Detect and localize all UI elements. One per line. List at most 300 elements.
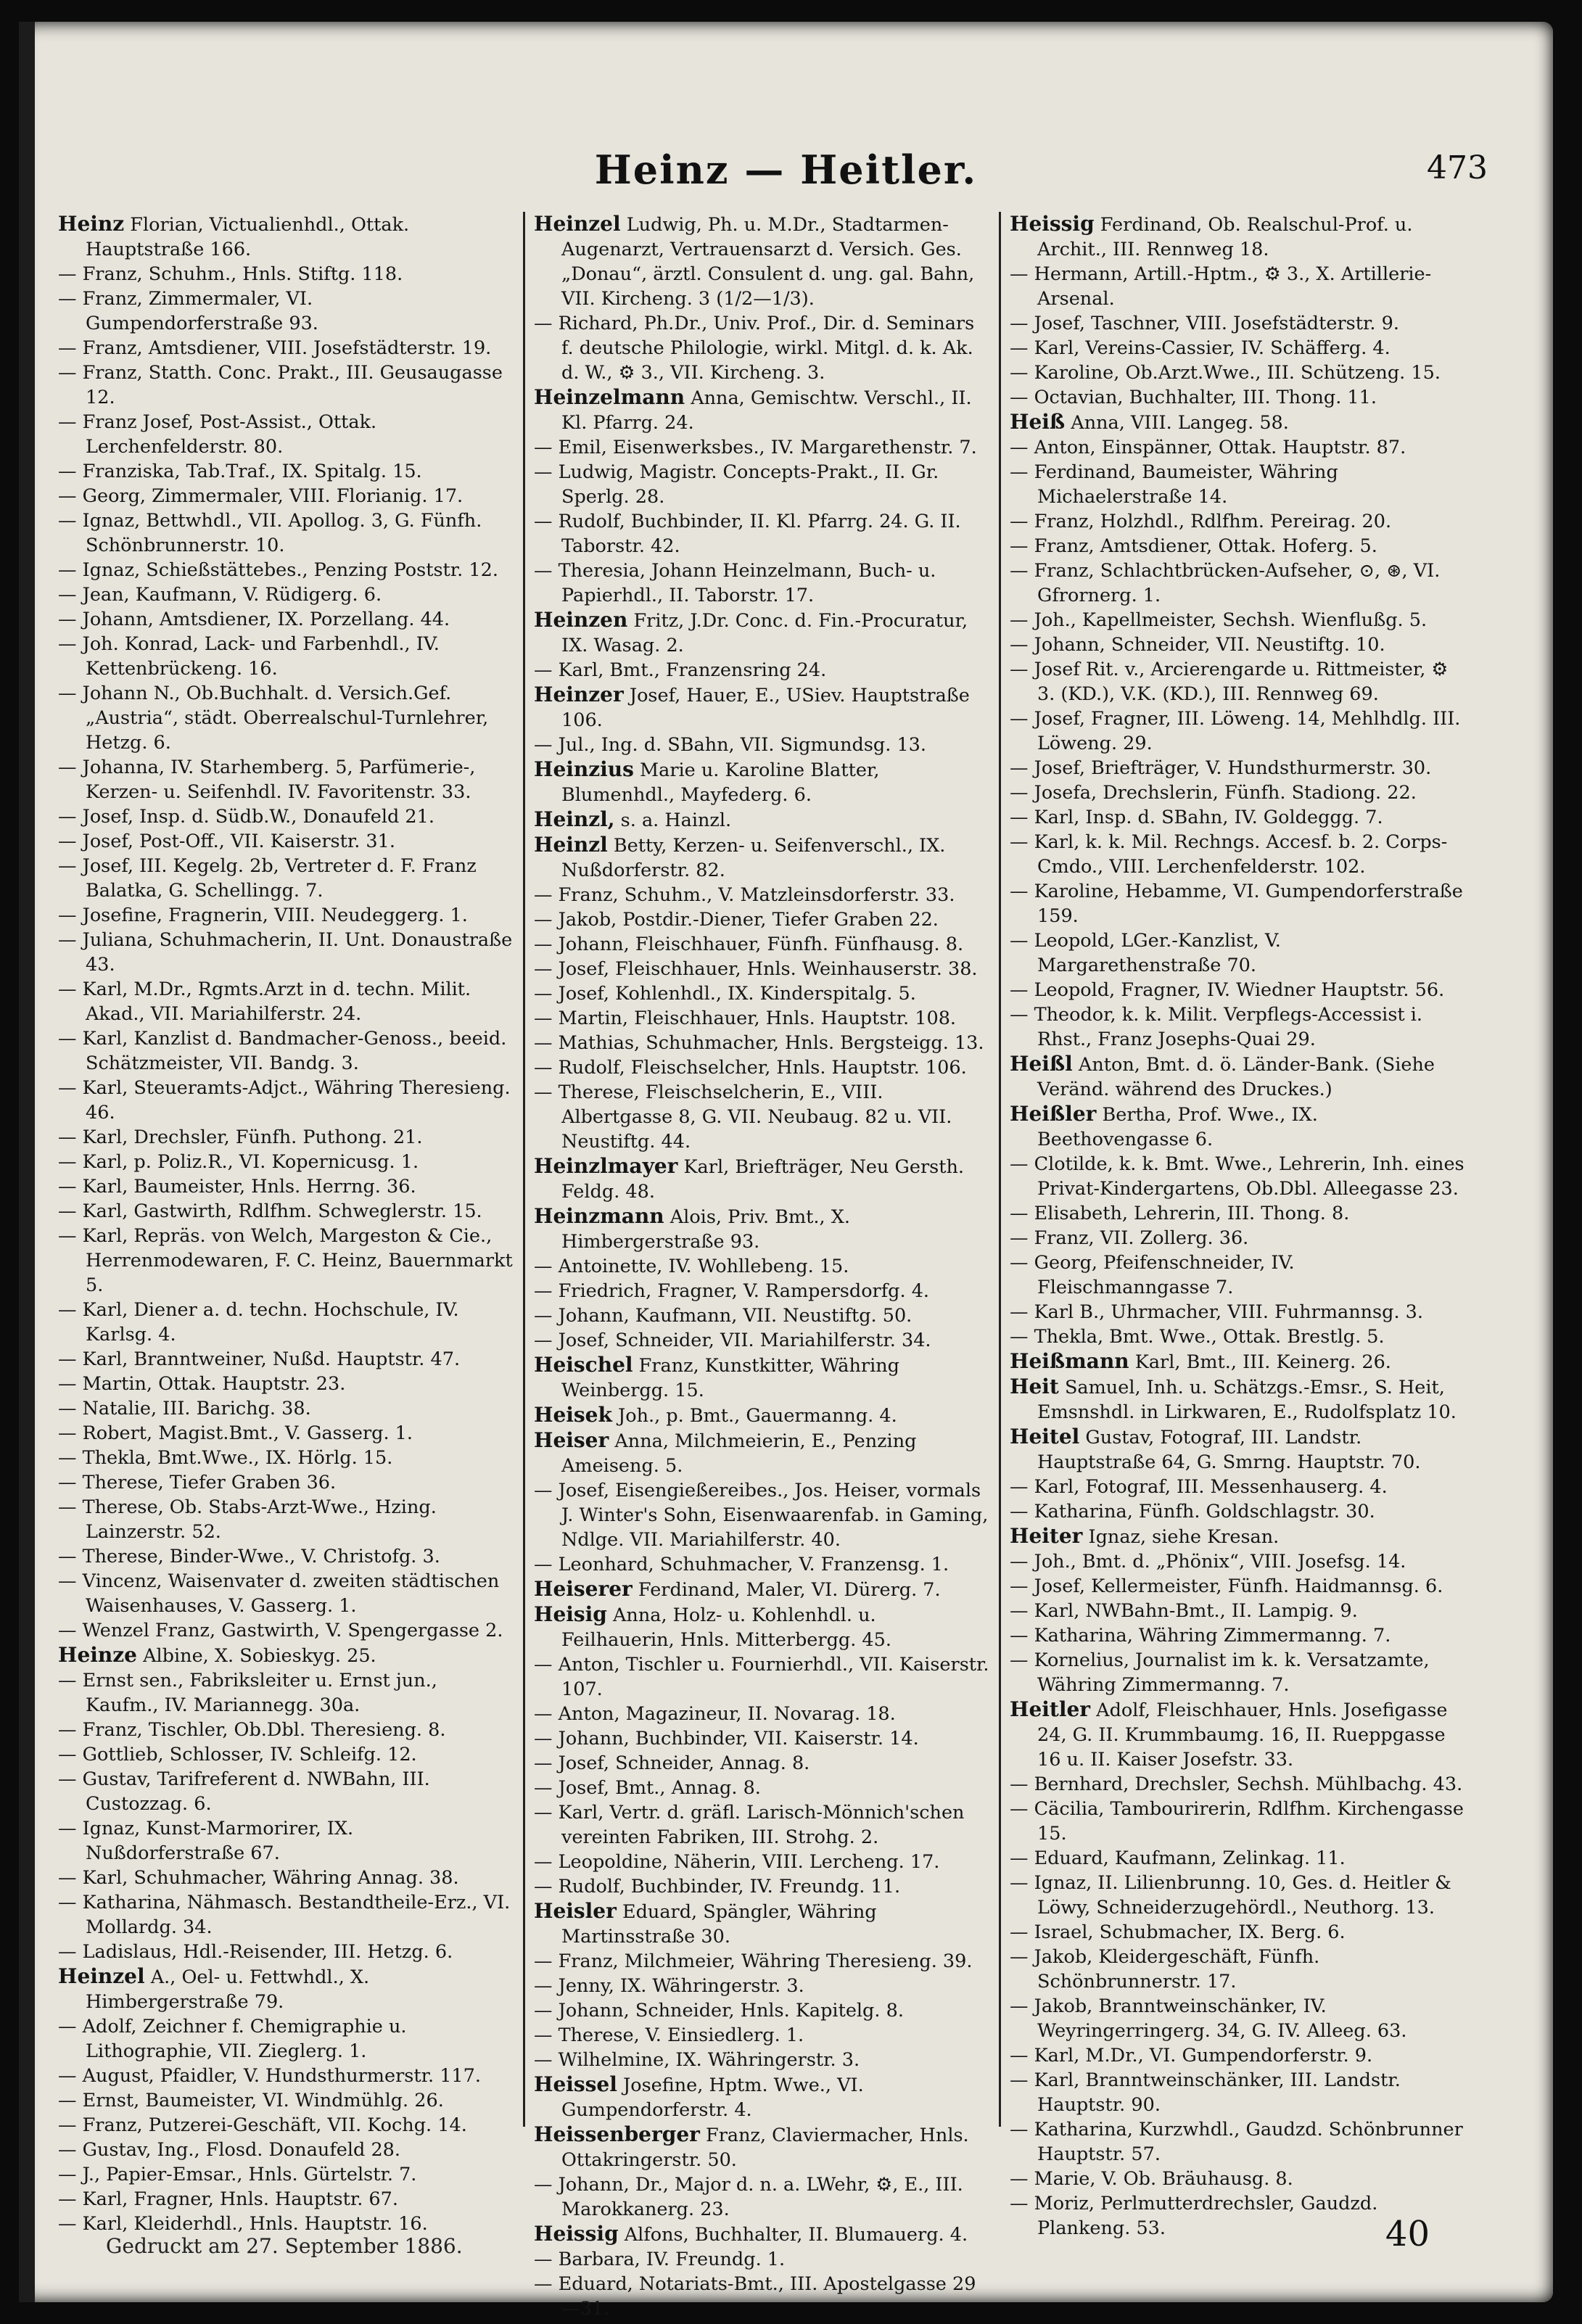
- entry-text: — Karl, Branntweiner, Nußd. Hauptstr. 47.: [58, 1348, 461, 1370]
- entry-text: Alois, Priv. Bmt., X. Himbergerstraße 93.: [561, 1206, 850, 1253]
- directory-entry: [534, 981, 990, 1006]
- print-date: Gedruckt am 27. September 1886.: [106, 2234, 463, 2258]
- entry-text: — Ignaz, Schießstättebes., Penzing Poststr. 12.: [58, 559, 498, 581]
- entry-text: — Ignaz, Bettwhdl., VII. Apollog. 3, G. Fünfh. Schönbrunnerstr. 10.: [58, 510, 482, 556]
- directory-entry: [534, 1031, 990, 1055]
- entry-surname: Heiserer: [534, 1577, 633, 1601]
- directory-entry: [58, 1199, 514, 1224]
- entry-text: — Jul., Ing. d. SBahn, VII. Sigmundsg. 13.: [534, 734, 927, 756]
- entry-surname: Heitler: [1010, 1697, 1091, 1721]
- entry-text: — Josef, Post-Off., VII. Kaiserstr. 31.: [58, 831, 395, 852]
- entry-text: — Josef, Schneider, VII. Mariahilferstr. 34.: [534, 1330, 931, 1351]
- entry-text: — Ferdinand, Baumeister, Währing Michaelerstraße 14.: [1010, 461, 1338, 508]
- directory-entry: [1010, 1425, 1466, 1475]
- entry-text: — Karl, NWBahn-Bmt., II. Lampig. 9.: [1010, 1600, 1358, 1622]
- directory-entry: [534, 1328, 990, 1353]
- entry-text: — Johann, Kaufmann, VII. Neustiftg. 50.: [534, 1305, 912, 1327]
- entry-surname: Heinzer: [534, 683, 624, 706]
- directory-entry: [58, 508, 514, 558]
- entry-text: — Ladislaus, Hdl.-Reisender, III. Hetzg. 6.: [58, 1941, 453, 1963]
- directory-entry: [58, 1718, 514, 1742]
- sheet-number: 40: [1385, 2214, 1430, 2254]
- entry-text: — Adolf, Zeichner f. Chemigraphie u. Lithographie, VII. Zieglerg. 1.: [58, 2016, 407, 2062]
- entry-surname: Heiser: [534, 1428, 609, 1452]
- entry-text: — Wilhelmine, IX. Währingerstr. 3.: [534, 2049, 860, 2071]
- entry-text: Karl, Briefträger, Neu Gersth. Feldg. 48.: [561, 1156, 965, 1203]
- page-number: 473: [1427, 149, 1488, 186]
- directory-entry: [1010, 1599, 1466, 1623]
- directory-entry: [1010, 1475, 1466, 1499]
- directory-entry: [58, 903, 514, 928]
- entry-text: — Joh., Kapellmeister, Sechsh. Wienflußg. 5.: [1010, 609, 1427, 631]
- directory-entry: [1010, 1226, 1466, 1250]
- entry-text: — Karl, k. k. Mil. Rechngs. Accesf. b. 2. Corps-Cmdo., VIII. Lerchenfelderstr. 102.: [1010, 831, 1448, 878]
- directory-entry: [534, 1006, 990, 1031]
- directory-entry: [1010, 410, 1466, 435]
- entry-text: — J., Papier-Emsar., Hnls. Gürtelstr. 7.: [58, 2164, 417, 2185]
- directory-entry: [534, 807, 990, 833]
- directory-entry: [534, 658, 990, 683]
- directory-entry: [1010, 1797, 1466, 1846]
- page-spine: [19, 22, 35, 2302]
- entry-text: Samuel, Inh. u. Schätzgs.-Emsr., S. Heit, Emsnshdl. in Lirkwaren, E., Rudolfsplatz 10.: [1037, 1377, 1457, 1423]
- entry-text: — Katharina, Nähmasch. Bestandtheile-Erz., VI. Mollardg. 34.: [58, 1892, 511, 1938]
- directory-entry: [58, 1298, 514, 1347]
- entry-text: — Johann, Amtsdiener, IX. Porzellang. 44.: [58, 609, 450, 630]
- directory-entry: [534, 1652, 990, 1702]
- entry-text: Gustav, Fotograf, III. Landstr. Hauptstraße 64, G. Smrng. Hauptstr. 70.: [1037, 1427, 1421, 1473]
- directory-entry: [534, 1154, 990, 1204]
- entry-surname: Heißmann: [1010, 1349, 1129, 1373]
- directory-entry: [534, 833, 990, 883]
- directory-entry: [534, 1602, 990, 1652]
- entry-text: — Karl, Insp. d. SBahn, IV. Goldeggg. 7.: [1010, 807, 1383, 828]
- directory-entry: [534, 2122, 990, 2172]
- directory-entry: [534, 608, 990, 658]
- directory-entry: [1010, 435, 1466, 460]
- entry-text: — Josefine, Fragnerin, VIII. Neudeggerg. 1.: [58, 905, 468, 926]
- entry-text: — Josef, Taschner, VIII. Josefstädterstr. 9.: [1010, 313, 1399, 334]
- entry-text: — Rudolf, Fleischselcher, Hnls. Hauptstr. 106.: [534, 1057, 967, 1079]
- directory-entry: [58, 459, 514, 484]
- directory-entry: [1010, 385, 1466, 410]
- directory-entry: [58, 582, 514, 607]
- entry-text: — Josef, III. Kegelg. 2b, Vertreter d. F. Franz Balatka, G. Schellingg. 7.: [58, 855, 477, 902]
- entry-text: — Johann N., Ob.Buchhalt. d. Versich.Gef. „Austria“, städt. Oberrealschul-Turnlehrer, Hetzg. 6.: [58, 683, 489, 754]
- directory-entry: [58, 1742, 514, 1767]
- directory-entry: [534, 1702, 990, 1726]
- entry-text: — Karl, Repräs. von Welch, Margeston & Cie., Herrenmodewaren, F. C. Heinz, Bauernmarkt 5.: [58, 1225, 513, 1296]
- entry-text: Ferdinand, Ob. Realschul-Prof. u. Archit., III. Rennweg 18.: [1037, 214, 1413, 260]
- entry-text: — Natalie, III. Barichg. 38.: [58, 1398, 311, 1419]
- directory-entry: [534, 2072, 990, 2122]
- entry-text: — Martin, Ottak. Hauptstr. 23.: [58, 1373, 346, 1395]
- directory-entry: [58, 1150, 514, 1174]
- directory-entry: [58, 2212, 514, 2236]
- entry-text: Marie u. Karoline Blatter, Blumenhdl., Mayfederg. 6.: [561, 759, 880, 806]
- entry-text: — Karl, Schuhmacher, Währing Annag. 38.: [58, 1867, 459, 1889]
- entry-text: — Leopoldine, Näherin, VIII. Lercheng. 17.: [534, 1851, 940, 1873]
- directory-entry: [58, 2088, 514, 2113]
- entry-text: — Rudolf, Buchbinder, IV. Freundg. 11.: [534, 1876, 901, 1897]
- directory-entry: [58, 1076, 514, 1125]
- directory-entry: [1010, 1349, 1466, 1375]
- directory-entry: [1010, 1524, 1466, 1549]
- directory-entry: [1010, 632, 1466, 657]
- directory-entry: [58, 1125, 514, 1150]
- directory-entry: [534, 2272, 990, 2321]
- directory-entry: [1010, 657, 1466, 706]
- entry-text: — Georg, Zimmermaler, VIII. Florianig. 17.: [58, 485, 464, 507]
- directory-entry: [534, 509, 990, 559]
- directory-entry: [1010, 1052, 1466, 1102]
- entry-text: — Eduard, Kaufmann, Zelinkag. 11.: [1010, 1847, 1346, 1869]
- entry-text: — Marie, V. Ob. Bräuhausg. 8.: [1010, 2168, 1293, 2190]
- directory-entry: [534, 683, 990, 733]
- entry-text: — Franz, Schlachtbrücken-Aufseher, ⊙, ⊛, VI. Gfrornerg. 1.: [1010, 560, 1441, 606]
- directory-entry: [534, 1800, 990, 1850]
- entry-surname: Heißler: [1010, 1102, 1097, 1126]
- directory-entry: [534, 1279, 990, 1303]
- entry-text: — Karl B., Uhrmacher, VIII. Fuhrmannsg. 3.: [1010, 1301, 1424, 1323]
- entry-text: — Karl, Baumeister, Hnls. Herrng. 36.: [58, 1176, 416, 1198]
- entry-text: — Clotilde, k. k. Bmt. Wwe., Lehrerin, Inh. eines Privat-Kindergartens, Ob.Dbl. Alleegasse 23.: [1010, 1153, 1464, 1200]
- directory-entry: [1010, 360, 1466, 385]
- entry-text: — Leopold, LGer.-Kanzlist, V. Margarethenstraße 70.: [1010, 930, 1281, 976]
- entry-text: — Jenny, IX. Währingerstr. 3.: [534, 1975, 804, 1997]
- entry-surname: Heissig: [534, 2222, 619, 2246]
- entry-surname: Heißl: [1010, 1052, 1073, 1076]
- entry-surname: Heissenberger: [534, 2122, 700, 2146]
- entry-text: — Barbara, IV. Freundg. 1.: [534, 2249, 786, 2270]
- entry-surname: Heinzelmann: [534, 385, 685, 409]
- directory-entry: [534, 1552, 990, 1577]
- entry-text: — Johann, Schneider, Hnls. Kapitelg. 8.: [534, 2000, 904, 2022]
- entry-text: Josef, Hauer, E., USiev. Hauptstraße 106.: [561, 685, 970, 731]
- entry-text: — Ernst sen., Fabriksleiter u. Ernst jun., Kaufm., IV. Mariannegg. 30a.: [58, 1670, 437, 1716]
- entry-text: — Franz, Zimmermaler, VI. Gumpendorferstraße 93.: [58, 288, 318, 334]
- directory-entry: [1010, 1201, 1466, 1226]
- directory-entry: [534, 212, 990, 311]
- entry-surname: Heisek: [534, 1403, 612, 1427]
- directory-entry: [1010, 1994, 1466, 2043]
- entry-text: — Kornelius, Journalist im k. k. Versatzamte, Währing Zimmermanng. 7.: [1010, 1649, 1430, 1696]
- directory-entry: [58, 2162, 514, 2187]
- entry-text: — Vincenz, Waisenvater d. zweiten städtischen Waisenhauses, V. Gasserg. 1.: [58, 1570, 500, 1617]
- directory-entry: [58, 1347, 514, 1372]
- entry-text: Anna, VIII. Langeg. 58.: [1065, 412, 1289, 434]
- directory-entry: [58, 977, 514, 1026]
- entry-text: — Gustav, Ing., Flosd. Donaufeld 28.: [58, 2139, 400, 2161]
- entry-surname: Heinzen: [534, 608, 628, 632]
- entry-text: — Karl, Branntweinschänker, III. Landstr. Hauptstr. 90.: [1010, 2069, 1401, 2116]
- entry-text: — Karoline, Hebamme, VI. Gumpendorferstraße 159.: [1010, 881, 1463, 927]
- entry-text: Josefine, Hptm. Wwe., VI. Gumpendorferstr. 4.: [561, 2074, 864, 2121]
- entry-text: — Therese, V. Einsiedlerg. 1.: [534, 2024, 804, 2046]
- directory-entry: [58, 558, 514, 582]
- directory-entry: [58, 2187, 514, 2212]
- entry-text: s. a. Hainzl.: [614, 809, 732, 831]
- entry-text: — Thekla, Bmt. Wwe., Ottak. Brestlg. 5.: [1010, 1326, 1385, 1348]
- directory-entry: [1010, 1375, 1466, 1425]
- entry-text: — Richard, Ph.Dr., Univ. Prof., Dir. d. Seminars f. deutsche Philologie, wirkl. Mitgl. d. k. Ak. d. W., ⚙ 3., VII. Kircheng. 3.: [534, 313, 975, 384]
- directory-entry: [58, 1816, 514, 1866]
- column-1: [49, 212, 523, 2235]
- directory-entry: [58, 1026, 514, 1076]
- entry-text: Ludwig, Ph. u. M.Dr., Stadtarmen-Augenarzt, Vertrauensarzt d. Versich. Ges. „Donau“, ärztl. Consulent d. ung. gal. Bahn, VII. Kircheng. 3 (1/2—1/3).: [561, 214, 975, 310]
- entry-text: Florian, Victualienhdl., Ottak. Hauptstraße 166.: [86, 214, 410, 260]
- entry-text: Franz, Claviermacher, Hnls. Ottakringerstr. 50.: [561, 2125, 969, 2171]
- entry-text: — Franz, Schuhm., V. Matzleinsdorferstr. 33.: [534, 884, 955, 906]
- directory-entry: [534, 1577, 990, 1602]
- directory-entry: [58, 1174, 514, 1199]
- entry-text: Fritz, J.Dr. Conc. d. Fin.-Procuratur, IX. Wasag. 2.: [561, 610, 968, 656]
- entry-text: — Josef Rit. v., Arcierengarde u. Rittmeister, ⚙ 3. (KD.), V.K. (KD.), III. Rennweg 69.: [1010, 659, 1449, 705]
- entry-text: Albine, X. Sobieskyg. 25.: [136, 1645, 376, 1667]
- directory-entry: [534, 559, 990, 608]
- directory-entry: [1010, 978, 1466, 1002]
- entry-text: — Octavian, Buchhalter, III. Thong. 11.: [1010, 387, 1377, 408]
- entry-text: — Franz, Amtsdiener, Ottak. Hoferg. 5.: [1010, 535, 1377, 557]
- entry-surname: Heinzel: [58, 1964, 145, 1988]
- directory-entry: [58, 1618, 514, 1643]
- directory-entry: [1010, 1697, 1466, 1772]
- directory-entry: [58, 681, 514, 755]
- directory-entry: [534, 1055, 990, 1080]
- directory-entry: [1010, 1920, 1466, 1945]
- directory-entry: [534, 957, 990, 981]
- entry-text: — Ignaz, II. Lilienbrunng. 10, Ges. d. Heitler & Löwy, Schneiderzugehördl., Neuthorg. 13.: [1010, 1872, 1451, 1919]
- entry-text: — Gottlieb, Schlosser, IV. Schleifg. 12.: [58, 1744, 417, 1765]
- entry-text: — Therese, Ob. Stabs-Arzt-Wwe., Hzing. Lainzerstr. 52.: [58, 1496, 437, 1543]
- entry-text: — Franz, Putzerei-Geschäft, VII. Kochg. 14.: [58, 2114, 467, 2136]
- directory-entry: [1010, 336, 1466, 360]
- entry-text: Ignaz, siehe Kresan.: [1082, 1526, 1280, 1548]
- entry-text: — Leonhard, Schuhmacher, V. Franzensg. 1.: [534, 1554, 949, 1575]
- entry-text: Ferdinand, Maler, VI. Dürerg. 7.: [632, 1579, 941, 1601]
- entry-text: — Josef, Briefträger, V. Hundsthurmerstr. 30.: [1010, 757, 1432, 779]
- entry-text: — Franz Josef, Post-Assist., Ottak. Lerchenfelderstr. 80.: [58, 411, 377, 458]
- entry-text: — Jean, Kaufmann, V. Rüdigerg. 6.: [58, 584, 382, 606]
- entry-text: — Martin, Fleischhauer, Hnls. Hauptstr. 108.: [534, 1008, 957, 1029]
- entry-text: — Josef, Fleischhauer, Hnls. Weinhauserstr. 38.: [534, 958, 978, 980]
- directory-entry: [1010, 879, 1466, 928]
- directory-entry: [58, 854, 514, 903]
- directory-entry: [534, 1303, 990, 1328]
- directory-entry: [58, 632, 514, 681]
- directory-entry: [58, 1569, 514, 1618]
- entry-text: — Franz, Holzhdl., Rdlfhm. Pereirag. 20.: [1010, 511, 1392, 532]
- directory-entry: [1010, 1846, 1466, 1871]
- entry-text: — Josef, Insp. d. Südb.W., Donaufeld 21.: [58, 806, 434, 828]
- entry-text: — Juliana, Schuhmacherin, II. Unt. Donaustraße 43.: [58, 929, 513, 976]
- entry-surname: Heit: [1010, 1375, 1059, 1398]
- entry-text: — Ernst, Baumeister, VI. Windmühlg. 26.: [58, 2090, 444, 2111]
- directory-entry: [1010, 534, 1466, 559]
- entry-text: Betty, Kerzen- u. Seifenverschl., IX. Nußdorferstr. 82.: [561, 835, 946, 881]
- directory-entry: [58, 1446, 514, 1470]
- entry-text: — Johanna, IV. Starhemberg. 5, Parfümerie-, Kerzen- u. Seifenhdl. IV. Favoritenstr. 33.: [58, 757, 476, 803]
- entry-text: Joh., p. Bmt., Gauermanng. 4.: [611, 1405, 897, 1427]
- directory-entry: [534, 1478, 990, 1552]
- directory-entry: [58, 2113, 514, 2138]
- entry-text: — Joh. Konrad, Lack- und Farbenhdl., IV. Kettenbrückeng. 16.: [58, 633, 440, 680]
- entry-surname: Heitel: [1010, 1425, 1080, 1449]
- entry-text: — Franz, Schuhm., Hnls. Stiftg. 118.: [58, 263, 403, 285]
- entry-text: — Josef, Kellermeister, Fünfh. Haidmannsg. 6.: [1010, 1575, 1443, 1597]
- directory-entry: [58, 1940, 514, 1964]
- entry-text: Anna, Milchmeierin, E., Penzing Ameiseng. 5.: [561, 1430, 917, 1477]
- directory-entry: [1010, 1945, 1466, 1994]
- directory-entry: [1010, 262, 1466, 311]
- directory-entry: [534, 1428, 990, 1478]
- entry-text: A., Oel- u. Fettwhdl., X. Himbergerstraße 79.: [86, 1966, 370, 2013]
- entry-text: — Karl, p. Poliz.R., VI. Kopernicusg. 1.: [58, 1151, 419, 1173]
- directory-entry: [58, 1668, 514, 1718]
- entry-text: — Johann, Dr., Major d. n. a. LWehr, ⚙, E., III. Marokkanerg. 23.: [534, 2174, 963, 2220]
- directory-entry: [1010, 1772, 1466, 1797]
- directory-entry: [1010, 311, 1466, 336]
- entry-text: — Anton, Tischler u. Fournierhdl., VII. Kaiserstr. 107.: [534, 1654, 989, 1700]
- entry-text: — Joh., Bmt. d. „Phönix“, VIII. Josefsg. 14.: [1010, 1551, 1406, 1573]
- directory-entry: [534, 1899, 990, 1949]
- directory-entry: [534, 907, 990, 932]
- entry-text: — Katharina, Fünfh. Goldschlagstr. 30.: [1010, 1501, 1375, 1522]
- entry-surname: Heinzlmayer: [534, 1154, 678, 1178]
- directory-entry: [1010, 1648, 1466, 1697]
- column-2: [523, 212, 999, 2320]
- entry-text: — Anton, Einspänner, Ottak. Hauptstr. 87.: [1010, 437, 1406, 458]
- entry-surname: Heinze: [58, 1643, 137, 1667]
- entry-text: — Franz, Milchmeier, Währing Theresieng. 39.: [534, 1950, 973, 1972]
- entry-text: — Josef, Kohlenhdl., IX. Kinderspitalg. 5.: [534, 983, 916, 1005]
- directory-entry: [534, 2048, 990, 2072]
- entry-text: — Josefa, Drechslerin, Fünfh. Stadiong. 22.: [1010, 782, 1417, 804]
- entry-text: Karl, Bmt., III. Keinerg. 26.: [1129, 1351, 1391, 1373]
- entry-text: — Karl, Vertr. d. gräfl. Larisch-Mönnich'schen vereinten Fabriken, III. Strohg. 2.: [534, 1802, 965, 1848]
- directory-entry: [1010, 1102, 1466, 1152]
- entry-text: — Karl, Bmt., Franzensring 24.: [534, 659, 827, 681]
- directory-entry: [58, 1643, 514, 1668]
- directory-entry: [58, 1396, 514, 1421]
- directory-entry: [58, 1544, 514, 1569]
- directory-entry: [534, 1751, 990, 1776]
- directory-entry: [534, 2023, 990, 2048]
- entry-surname: Heisler: [534, 1899, 617, 1923]
- directory-entry: [534, 883, 990, 907]
- directory-entry: [1010, 212, 1466, 262]
- entry-text: — Jakob, Branntweinschänker, IV. Weyringerringerg. 34, G. IV. Alleeg. 63.: [1010, 1995, 1407, 2042]
- entry-surname: Heinzius: [534, 757, 634, 781]
- directory-entry: [58, 804, 514, 829]
- entry-text: — Karl, M.Dr., VI. Gumpendorferstr. 9.: [1010, 2045, 1373, 2067]
- entry-text: — Josef, Bmt., Annag. 8.: [534, 1777, 761, 1799]
- directory-entry: [534, 1850, 990, 1874]
- directory-entry: [1010, 756, 1466, 780]
- entry-text: — Theodor, k. k. Milit. Verpflegs-Accessist i. Rhst., Franz Josephs-Quai 29.: [1010, 1004, 1423, 1050]
- entry-surname: Heiter: [1010, 1524, 1083, 1548]
- directory-entry: [534, 1998, 990, 2023]
- entry-text: — Franziska, Tab.Traf., IX. Spitalg. 15.: [58, 461, 422, 482]
- entry-text: — Franz, Tischler, Ob.Dbl. Theresieng. 8.: [58, 1719, 446, 1741]
- directory-entry: [1010, 1324, 1466, 1349]
- directory-entry: [534, 1353, 990, 1403]
- directory-entry: [534, 311, 990, 385]
- directory-entry: [1010, 1002, 1466, 1052]
- entry-text: — Karl, Kleiderhdl., Hnls. Hauptstr. 16.: [58, 2213, 428, 2235]
- entry-text: — Emil, Eisenwerksbes., IV. Margarethenstr. 7.: [534, 437, 977, 458]
- directory-entry: [58, 2138, 514, 2162]
- entry-text: — Karl, Gastwirth, Rdlfhm. Schweglerstr. 15.: [58, 1200, 482, 1222]
- directory-entry: [58, 336, 514, 360]
- page-header: [19, 131, 1553, 193]
- entry-text: — Karl, Vereins-Cassier, IV. Schäfferg. 4.: [1010, 337, 1391, 359]
- entry-surname: Heischel: [534, 1353, 633, 1377]
- directory-entry: [1010, 1152, 1466, 1201]
- entry-text: — Karl, Drechsler, Fünfh. Puthong. 21.: [58, 1126, 423, 1148]
- directory-entry: [1010, 559, 1466, 608]
- directory-entry: [1010, 1499, 1466, 1524]
- directory-entry: [534, 385, 990, 435]
- directory-entry: [58, 2014, 514, 2064]
- directory-entry: [58, 1495, 514, 1544]
- directory-entry: [58, 2064, 514, 2088]
- directory-entry: [58, 829, 514, 854]
- directory-entry: [1010, 1250, 1466, 1300]
- directory-entry: [58, 262, 514, 287]
- entry-text: — Leopold, Fragner, IV. Wiedner Hauptstr. 56.: [1010, 979, 1445, 1001]
- entry-text: — Jakob, Kleidergeschäft, Fünfh. Schönbrunnerstr. 17.: [1010, 1946, 1320, 1993]
- entry-surname: Heinzmann: [534, 1204, 664, 1228]
- directory-entry: [58, 755, 514, 804]
- directory-entry: [1010, 805, 1466, 830]
- directory-entry: [58, 1224, 514, 1298]
- entry-text: — Friedrich, Fragner, V. Rampersdorfg. 4.: [534, 1280, 930, 1302]
- directory-entry: [1010, 1549, 1466, 1574]
- entry-text: — Karl, M.Dr., Rgmts.Arzt in d. techn. Milit. Akad., VII. Mariahilferstr. 24.: [58, 978, 471, 1025]
- entry-text: — Ignaz, Kunst-Marmorirer, IX. Nußdorferstraße 67.: [58, 1818, 354, 1864]
- directory-entry: [1010, 928, 1466, 978]
- entry-text: — Karl, Kanzlist d. Bandmacher-Genoss., beeid. Schätzmeister, VII. Bandg. 3.: [58, 1028, 507, 1074]
- directory-entry: [534, 435, 990, 460]
- directory-entry: [58, 287, 514, 336]
- entry-text: — Elisabeth, Lehrerin, III. Thong. 8.: [1010, 1203, 1350, 1224]
- entry-text: — Katharina, Kurzwhdl., Gaudzd. Schönbrunner Hauptstr. 57.: [1010, 2119, 1463, 2165]
- entry-text: — Wenzel Franz, Gastwirth, V. Spengergasse 2.: [58, 1620, 503, 1641]
- directory-entry: [58, 928, 514, 977]
- entry-surname: Heinzl,: [534, 807, 615, 831]
- entry-text: — Mathias, Schuhmacher, Hnls. Bergsteigg. 13.: [534, 1032, 984, 1054]
- directory-entry: [58, 1421, 514, 1446]
- directory-entry: [534, 460, 990, 509]
- entry-text: — Johann, Schneider, VII. Neustiftg. 10.: [1010, 634, 1385, 656]
- entry-surname: Heissig: [1010, 212, 1095, 236]
- entry-text: Bertha, Prof. Wwe., IX. Beethovengasse 6.: [1037, 1104, 1318, 1150]
- directory-entry: [534, 1204, 990, 1254]
- directory-entry: [58, 607, 514, 632]
- entry-text: — Franz, VII. Zollerg. 36.: [1010, 1227, 1249, 1249]
- directory-entry: [534, 1776, 990, 1800]
- entry-text: Franz, Kunstkitter, Währing Weinbergg. 15.: [561, 1355, 899, 1401]
- directory-entry: [1010, 1300, 1466, 1324]
- directory-entry: [534, 1254, 990, 1279]
- directory-entry: [534, 932, 990, 957]
- directory-entry: [534, 2247, 990, 2272]
- entry-text: — Eduard, Notariats-Bmt., III. Apostelgasse 29—31.: [534, 2273, 976, 2320]
- entry-text: — Therese, Binder-Wwe., V. Christofg. 3.: [58, 1546, 440, 1567]
- entry-text: — Franz, Amtsdiener, VIII. Josefstädterstr. 19.: [58, 337, 492, 359]
- entry-text: — Gustav, Tarifreferent d. NWBahn, III. Custozzag. 6.: [58, 1768, 430, 1815]
